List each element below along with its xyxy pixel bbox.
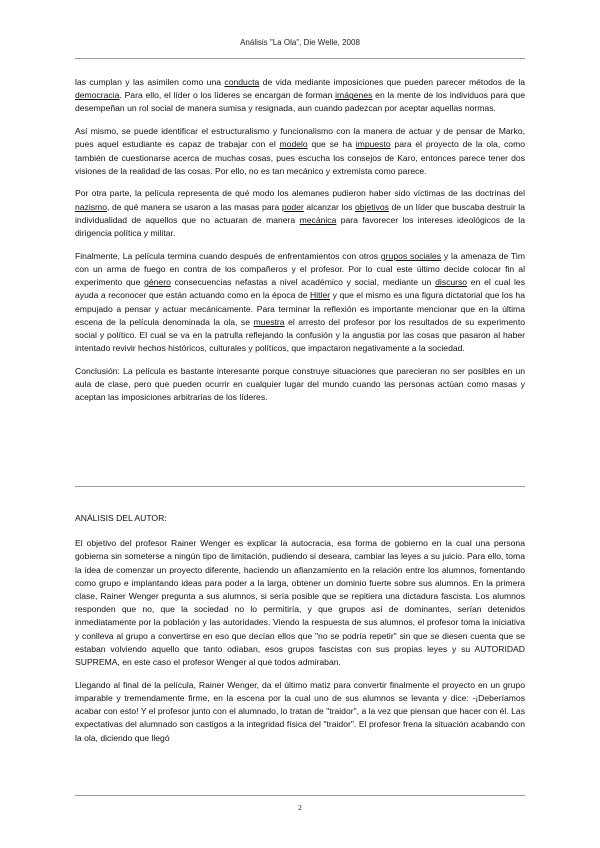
keyword-link[interactable]: nazismo [75, 201, 107, 212]
text-run: Finalmente, La película termina cuando después de enfrentamientos con otros [75, 250, 381, 261]
text-run: y la amenaza de Tim con un arma de fuego en contra de los compañeros y el profesor. Por lo cual este último decide colocar fin al experimento que [75, 250, 525, 288]
paragraph [75, 76, 525, 116]
keyword-link[interactable]: imágenes [335, 90, 373, 101]
text-run: Así mismo, se puede identificar el estructuralismo y funcionalismo con la manera de actuar y de pensar de Marko, pues aquel estudiante es capaz de trabajar con el [75, 126, 525, 150]
keyword-link[interactable]: democracia [75, 90, 120, 101]
keyword-link[interactable]: género [144, 277, 171, 288]
paragraph [75, 187, 525, 240]
page-number: 2 [298, 803, 302, 812]
text-run: que se ha [307, 139, 356, 150]
text-run: de vida mediante imposiciones que pueden parecer métodos de la [259, 77, 526, 87]
paragraph [75, 537, 525, 669]
paragraph [75, 250, 525, 356]
keyword-link[interactable]: Hitler [310, 290, 331, 301]
text-run: en el cual les ayuda a reconocer que están actuando como en la época de [75, 277, 525, 301]
author-analysis-section [75, 512, 525, 754]
text-run: consecuencias nefastas a nivel académico y social, mediante un [170, 277, 436, 288]
text-run: , de qué manera se usaron a las masas para [107, 201, 282, 212]
keyword-link[interactable]: mecánica [299, 214, 337, 225]
conclusion-paragraph [75, 365, 525, 405]
keyword-link[interactable]: discurso [435, 277, 468, 288]
text-run: de un líder que buscaba destruir la individualidad de aquellos que no actuaran de manera [75, 201, 525, 225]
text-run: Por otra parte, la película representa de qué modo los alemanes pudieron haber sido víctimas de las doctrinas del [75, 188, 525, 199]
text-run: Llegando al final de la película, Rainer Wenger, da el último matiz para convertir finalmente el proyecto en un grupo imparable y tremendamente firme, en la escena por la cual uno de sus alumnos se levanta y dice: -¡Deberíamos acabar con esto! Y el profesor junto con el alumnado, lo tratan de "traidor", a la vez que piensan que hacer con él. Las expectativas del alumnado son castigos a la integridad física del "traidor". El profesor frena la situación acabando con la ola, diciendo que llegó [75, 679, 525, 743]
body-text-section [75, 76, 525, 414]
text-run: alcanzar los [303, 201, 356, 212]
keyword-link[interactable]: grupos sociales [380, 250, 442, 261]
keyword-link[interactable]: modelo [279, 139, 308, 150]
keyword-link[interactable]: impuesto [355, 139, 391, 150]
footer-divider [75, 795, 525, 796]
text-run: . Para ello, el líder o los líderes se encargan de forman [119, 90, 336, 101]
keyword-link[interactable]: conducta [224, 77, 260, 87]
text-run: El objetivo del profesor Rainer Wenger es explicar la autocracia, esa forma de gobierno en la cual una persona gobierna sin someterse a ningún tipo de limitación, pudiendo si deseara, cambiar las leyes a su juicio. Para ello, toma la idea de comenzar un proyecto diferente, haciendo un afianzamiento en la relación entre los alumnos, fomentando como grupo e implantando ideas para poder a la larga, obtener un dominio fuerte sobre sus alumnos. En la primera clase, Rainer Wenger pregunta a sus alumnos, si sería posible que se repitiera una dictadura fascista. Los alumnos responden que no, que la sociedad no lo permitiría, y que grupos así de dominantes, serían detenidos inmediatamente por la población y las autoridades. Viendo la respuesta de sus alumnos, el profesor toma la iniciativa y conlleva al grupo a convertirse en eso que decían ellos que "no se podría repetir" sin que se diesen cuenta que se estaban volviendo aquello que tanto odiaban, esos grupos fascistas con sus propias leyes y su AUTORIDAD SUPREMA, en este caso el profesor Wenger al que todos admiraban. [75, 538, 525, 668]
text-run: Conclusión: La película es bastante interesante porque construye situaciones que parecieran no ser posibles en un aula de clase, pero que pueden ocurrir en cualquier lugar del mundo cuando las personas actúan como masas y aceptan las imposiciones arbitrarias de los líderes. [75, 365, 525, 403]
header-divider [75, 58, 525, 59]
keyword-link[interactable]: poder [281, 201, 304, 212]
text-run: para favorecer los intereses ideológicos de la dirigencia política y militar. [75, 214, 526, 239]
keyword-link[interactable]: muestra [253, 316, 285, 327]
section-heading: ANÁLISIS DEL AUTOR: [75, 513, 167, 523]
text-run: para el proyecto de la ola, como también de cuestionarse acerca de muchas cosas, pues escucha los consejos de Karo, entonces parece tener dos visiones de la realidad de las cosas. Por ello, no es tan mecánico y extremista como parece. [75, 139, 526, 176]
text-run: en la mente de los individuos para que desempeñan un rol social de manera sumisa y resignada, aun cuando padezcan por aceptar aquellas normas. [75, 90, 525, 114]
paragraph [75, 125, 525, 178]
page-header: Análisis "La Ola", Die Welle, 2008 [240, 38, 360, 47]
text-run: y que el mismo es una figura dictatorial que los ha empujado a pensar y actuar mecánicamente. Para terminar la reflexión es importante mencionar que en la última escena de la película denominada la ola, se [75, 290, 525, 327]
section-divider [75, 486, 525, 487]
keyword-link[interactable]: objetivos [355, 201, 389, 212]
paragraph [75, 679, 525, 745]
text-run: las cumplan y las asimilen como una [75, 77, 225, 87]
text-run: el arresto del profesor por los resultados de su experimento social y político. El cual se va en la patrulla reflejando la confusión y la angustia por las cosas que pasaron al haber intentado revivir hechos históricos, culturales y políticos, que impactaron negativamente a la sociedad. [75, 316, 525, 354]
